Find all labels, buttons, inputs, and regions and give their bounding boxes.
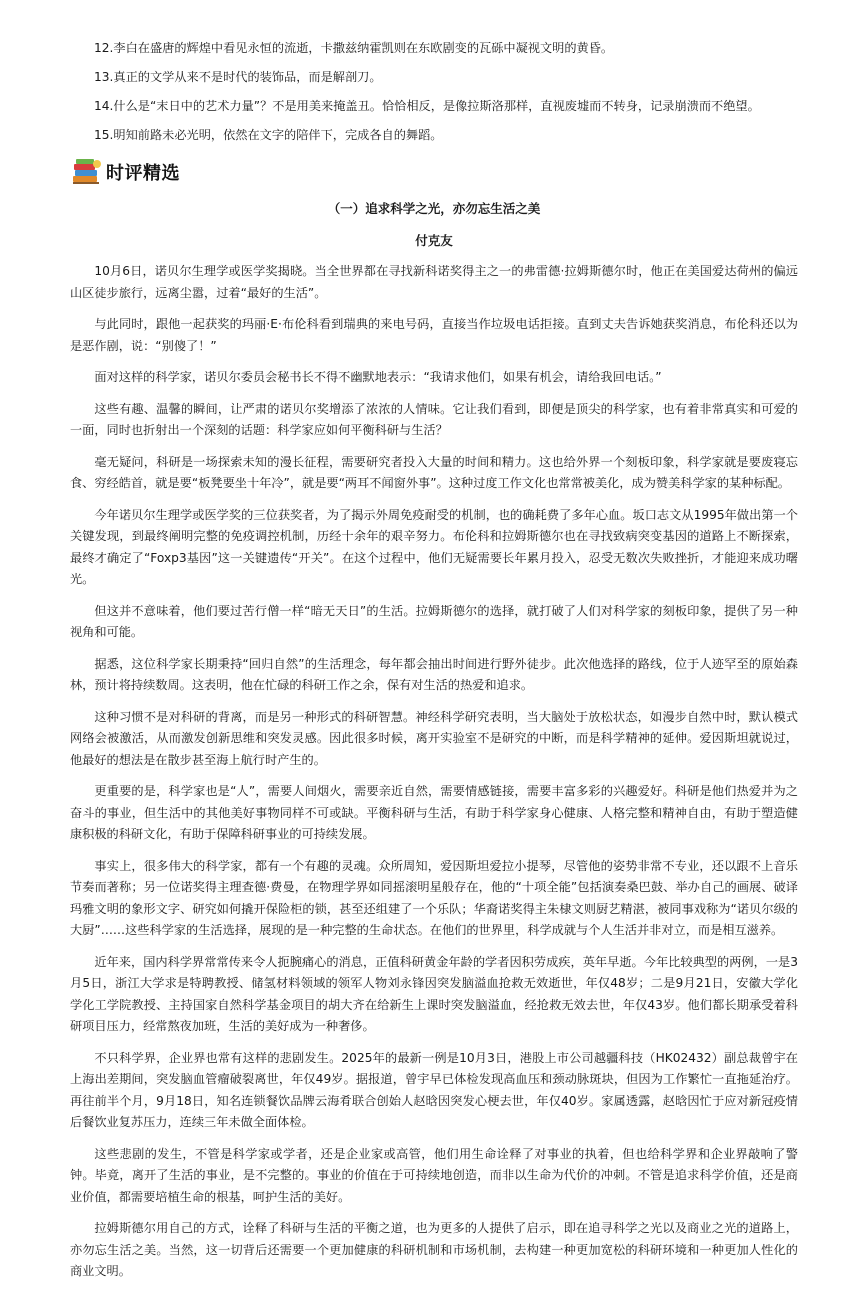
list-item: 15.明知前路未必光明，依然在文字的陪伴下，完成各自的舞蹈。 bbox=[94, 128, 443, 142]
books-icon bbox=[70, 156, 104, 188]
article-paragraph: 拉姆斯德尔用自己的方式，诠释了科研与生活的平衡之道，也为更多的人提供了启示，即在追寻科学之光以及商业之光的道路上，亦勿忘生活之美。当然，这一切背后还需要一个更加健康的科研机制和市场机制，去构建一种更加宽松的科研环境和一种更加人性化的商业文明。 bbox=[70, 1221, 798, 1278]
article-author: 付克友 bbox=[415, 233, 453, 248]
article-paragraph: 10月6日，诺贝尔生理学或医学奖揭晓。当全世界都在寻找新科诺奖得主之一的弗雷德·拉姆斯德尔时，他正在美国爱达荷州的偏远山区徒步旅行，远离尘嚣，过着“最好的生活”。 bbox=[70, 264, 798, 300]
article bbox=[70, 200, 798, 1293]
article-paragraph: 更重要的是，科学家也是“人”，需要人间烟火，需要亲近自然，需要情感链接，需要丰富多彩的兴趣爱好。科研是他们热爱并为之奋斗的事业，但生活中的其他美好事物同样不可或缺。平衡科研与生活，有助于科学家身心健康、人格完整和精神自由，有助于塑造健康积极的科研文化，有助于保障科研事业的可持续发展。 bbox=[70, 784, 798, 841]
article-paragraph: 毫无疑问，科研是一场探索未知的漫长征程，需要研究者投入大量的时间和精力。这也给外界一个刻板印象，科学家就是要废寝忘食、穷经皓首，就是要“板凳要坐十年冷”，就是要“两耳不闻窗外事”。这种过度工作文化也常常被美化，成为赞美科学家的某种标配。 bbox=[70, 454, 798, 490]
article-paragraph: 这种习惯不是对科研的背离，而是另一种形式的科研智慧。神经科学研究表明，当大脑处于放松状态，如漫步自然中时，默认模式网络会被激活，从而激发创新思维和突发灵感。因此很多时候，离开实验室不是研究的中断，而是科学精神的延伸。爱因斯坦就说过，他最好的想法是在散步甚至海上航行时产生的。 bbox=[70, 709, 798, 767]
article-paragraph: 今年诺贝尔生理学或医学奖的三位获奖者，为了揭示外周免疫耐受的机制，也的确耗费了多年心血。坂口志文从1995年做出第一个关键发现，到最终阐明完整的免疫调控机制，历经十余年的艰辛努力。布伦科和拉姆斯德尔也在寻找致病突变基因的道路上不断探索，最终才确定了“Foxp3基因”这一关键遗传“开关”。在这个过程中，他们无疑需要长年累月投入，忍受无数次失败挫折，才能迎来成功曙光。 bbox=[70, 507, 798, 586]
article-paragraph: 与此同时，跟他一起获奖的玛丽·E·布伦科看到瑞典的来电号码，直接当作垃圾电话拒接。直到丈夫告诉她获奖消息，布伦科还以为是恶作剧，说：“别傻了！” bbox=[70, 317, 798, 353]
article-paragraph: 但这并不意味着，他们要过苦行僧一样“暗无天日”的生活。拉姆斯德尔的选择，就打破了人们对科学家的刻板印象，提供了另一种视角和可能。 bbox=[70, 603, 798, 639]
article-paragraph: 面对这样的科学家，诺贝尔委员会秘书长不得不幽默地表示：“我请求他们，如果有机会，请给我回电话。” bbox=[94, 370, 662, 384]
list-item: 12.李白在盛唐的辉煌中看见永恒的流逝，卡撒兹纳霍凯则在东欧剧变的瓦砾中凝视文明的黄昏。 bbox=[94, 41, 614, 55]
list-item: 14.什么是“末日中的艺术力量”？不是用美来掩盖丑。恰恰相反，是像拉斯洛那样，直视废墟而不转身，记录崩溃而不绝望。 bbox=[94, 99, 760, 113]
article-paragraph: 事实上，很多伟大的科学家，都有一个有趣的灵魂。众所周知，爱因斯坦爱拉小提琴，尽管他的姿势非常不专业，还以跟不上音乐节奏而著称；另一位诺奖得主理查德·费曼，在物理学界如同摇滚明星般存在，他的“十项全能”包括演奏桑巴鼓、举办自己的画展、破译玛雅文明的象形文字、研究如何撬开保险柜的锁，甚至还组建了一个乐队；华裔诺奖得主朱棣文则厨艺精湛，被同事戏称为“诺贝尔级的大厨”……这些科学家的生活选择，展现的是一种完整的生命状态。在他们的世界里，科学成就与个人生活并非对立，而是相互滋养。 bbox=[70, 858, 798, 937]
article-paragraph: 近年来，国内科学界常常传来令人扼腕痛心的消息，正值科研黄金年龄的学者因积劳成疾，英年早逝。今年比较典型的两例，一是3月5日，浙江大学求是特聘教授、储氢材料领域的领军人物刘永锋因突发脑溢血抢救无效逝世，年仅48岁；二是9月21日，安徽大学化学化工学院教授、主持国家自然科学基金项目的胡大齐在给新生上课时突发脑溢血，经抢救无效去世，年仅43岁。他们都长期承受着科研项目压力，经常熬夜加班，生活的美好成为一种奢侈。 bbox=[70, 954, 798, 1033]
section-title: 时评精选 bbox=[106, 163, 180, 184]
article-paragraph: 这些悲剧的发生，不管是科学家或学者，还是企业家或高管，他们用生命诠释了对事业的执着，但也给科学界和企业界敲响了警钟。毕竟，离开了生活的事业，是不完整的。事业的价值在于可持续地创造，而非以生命为代价的冲刺。不管是追求科学价值，还是商业价值，都需要培植生命的根基，呵护生活的美好。 bbox=[70, 1146, 798, 1204]
article-body bbox=[70, 261, 798, 1283]
article-paragraph: 据悉，这位科学家长期秉持“回归自然”的生活理念，每年都会抽出时间进行野外徒步。此次他选择的路线，位于人迹罕至的原始森林，预计将持续数周。这表明，他在忙碌的科研工作之余，保有对生活的热爱和追求。 bbox=[70, 656, 798, 692]
article-paragraph: 这些有趣、温馨的瞬间，让严肃的诺贝尔奖增添了浓浓的人情味。它让我们看到，即便是顶尖的科学家，也有着非常真实和可爱的一面，同时也折射出一个深刻的话题：科学家应如何平衡科研与生活？ bbox=[70, 401, 798, 437]
article-paragraph: 不只科学界，企业界也常有这样的悲剧发生。2025年的最新一例是10月3日，港股上市公司越疆科技（HK02432）副总裁曾宇在上海出差期间，突发脑血管瘤破裂离世，年仅49岁。据报道，曾宇早已体检发现高血压和颈动脉斑块，但因为工作繁忙一直拖延治疗。再往前半个月，9月18日，知名连锁餐饮品牌云海肴联合创始人赵晗因突发心梗去世，年仅40岁。家属透露，赵晗因忙于应对新冠疫情后餐饮业复苏压力，连续三年未做全面体检。 bbox=[70, 1050, 798, 1129]
section-heading bbox=[70, 155, 180, 189]
list-item: 13.真正的文学从来不是时代的装饰品，而是解剖刀。 bbox=[94, 70, 382, 84]
article-title: （一）追求科学之光，亦勿忘生活之美 bbox=[327, 201, 541, 216]
numbered-list bbox=[94, 40, 834, 156]
